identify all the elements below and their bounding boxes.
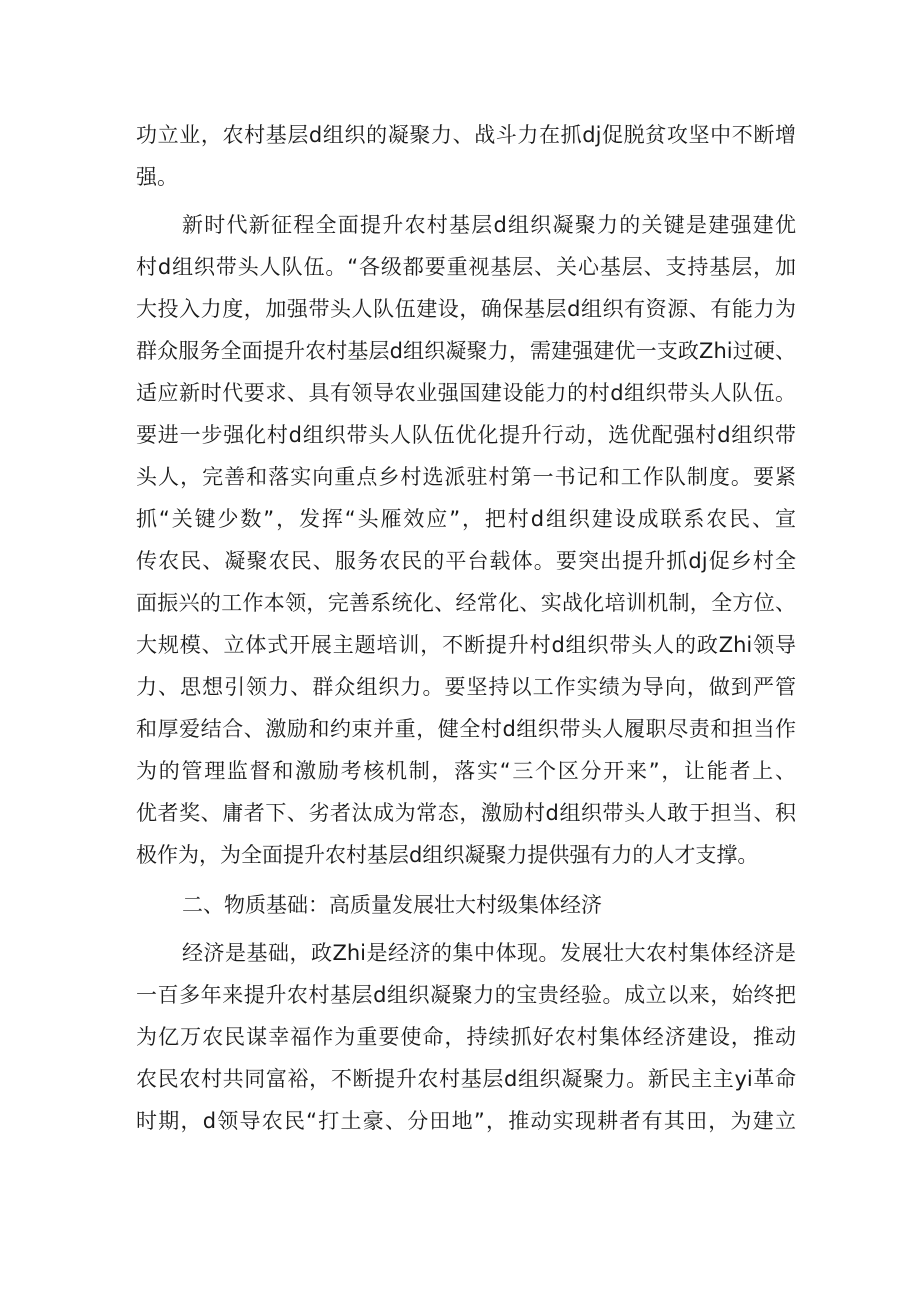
text-line: 农民农村共同富裕，不断提升农村基层d组织凝聚力。新民主主yi革命 [136,1067,796,1091]
text-line: 为的管理监督和激励考核机制，落实“三个区分开来”，让能者上、 [136,759,796,783]
text-line: 一百多年来提升农村基层d组织凝聚力的宝贵经验。成立以来，始终把 [136,983,796,1007]
text-line: 村d组织带头人队伍。“各级都要重视基层、关心基层、支持基层，加 [136,255,796,279]
text-line: 要进一步强化村d组织带头人队伍优化提升行动，选优配强村d组织带 [136,423,796,447]
text-line: 群众服务全面提升农村基层d组织凝聚力，需建强建优一支政Zhi过硬、 [136,339,796,363]
text-line: 大规模、立体式开展主题培训，不断提升村d组织带头人的政Zhi领导 [136,633,796,657]
text-line: 为亿万农民谋幸福作为重要使命，持续抓好农村集体经济建设，推动 [136,1025,796,1049]
text-line: 传农民、凝聚农民、服务农民的平台载体。要突出提升抓dj促乡村全 [136,549,796,573]
text-line: 优者奖、庸者下、劣者汰成为常态，激励村d组织带头人敢于担当、积 [136,801,796,825]
paragraph-first-line: 经济是基础，政Zhi是经济的集中体现。发展壮大农村集体经济是 [182,941,796,965]
text-line: 适应新时代要求、具有领导农业强国建设能力的村d组织带头人队伍。 [136,381,796,405]
text-line: 极作为，为全面提升农村基层d组织凝聚力提供强有力的人才支撑。 [136,843,759,867]
text-line: 和厚爱结合、激励和约束并重，健全村d组织带头人履职尽责和担当作 [136,717,796,741]
text-line: 大投入力度，加强带头人队伍建设，确保基层d组织有资源、有能力为 [136,297,796,321]
text-line: 头人，完善和落实向重点乡村选派驻村第一书记和工作队制度。要紧 [136,465,796,489]
section-heading: 二、物质基础：高质量发展壮大村级集体经济 [182,893,602,917]
text-line: 面振兴的工作本领，完善系统化、经常化、实战化培训机制，全方位、 [136,591,796,615]
text-line: 力、思想引领力、群众组织力。要坚持以工作实绩为导向，做到严管 [136,675,796,699]
text-line: 时期，d领导农民“打土豪、分田地”，推动实现耕者有其田，为建立 [136,1109,796,1133]
text-line: 功立业，农村基层d组织的凝聚力、战斗力在抓dj促脱贫攻坚中不断增 [136,123,796,147]
text-line: 抓“关键少数”，发挥“头雁效应”，把村d组织建设成联系农民、宣 [136,507,796,531]
text-line: 强。 [136,165,178,189]
paragraph-first-line: 新时代新征程全面提升农村基层d组织凝聚力的关键是建强建优 [182,213,796,237]
